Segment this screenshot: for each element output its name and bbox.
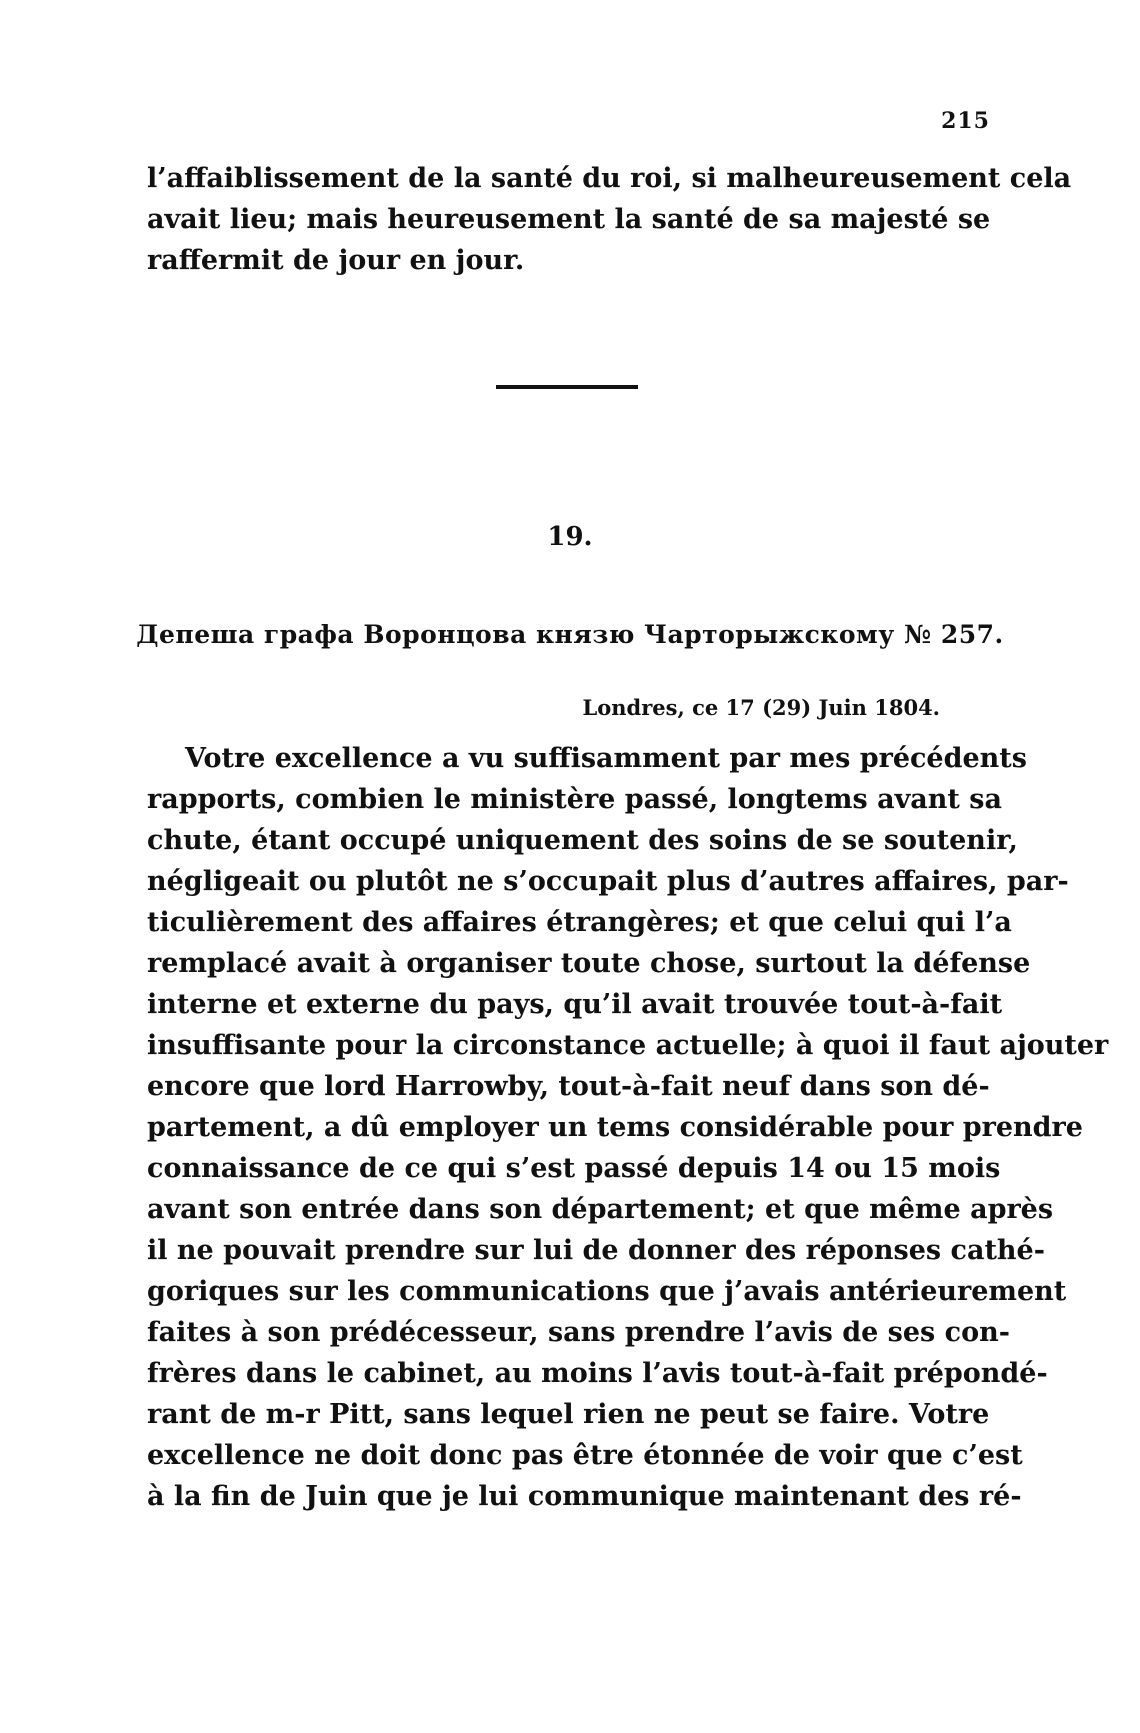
text-line: connaissance de ce qui s’est passé depuis 14 ou 15 mois bbox=[147, 1153, 1001, 1184]
text-line: l’affaiblissement de la santé du roi, si malheureusement cela bbox=[147, 163, 1072, 194]
text-line: négligeait ou plutôt ne s’occupait plus d’autres affaires, par- bbox=[147, 866, 1069, 897]
text-line: il ne pouvait prendre sur lui de donner des réponses cathé- bbox=[147, 1235, 1045, 1266]
text-line: rant de m-r Pitt, sans lequel rien ne peut se faire. Votre bbox=[147, 1399, 990, 1430]
text-line: partement, a dû employer un tems considérable pour prendre bbox=[147, 1112, 1083, 1143]
text-line: remplacé avait à organiser toute chose, surtout la défense bbox=[147, 948, 1031, 979]
text-line: avant son entrée dans son département; et que même après bbox=[147, 1194, 1054, 1225]
text-line: Votre excellence a vu suffisamment par mes précédents bbox=[185, 743, 1027, 774]
document-title: Депеша графа Воронцова князю Чарторыжскому № 257. bbox=[136, 620, 1004, 649]
text-line: encore que lord Harrowby, tout-à-fait neuf dans son dé- bbox=[147, 1071, 990, 1102]
text-line: avait lieu; mais heureusement la santé de sa majesté se bbox=[147, 204, 991, 235]
text-line: excellence ne doit donc pas être étonnée de voir que c’est bbox=[147, 1440, 1023, 1471]
text-line: raffermit de jour en jour. bbox=[147, 245, 525, 276]
text-line: insuffisante pour la circonstance actuelle; à quoi il faut ajouter bbox=[147, 1030, 1109, 1061]
text-line: rapports, combien le ministère passé, longtems avant sa bbox=[147, 784, 1002, 815]
text-line: chute, étant occupé uniquement des soins de se soutenir, bbox=[147, 825, 1018, 856]
date-line: Londres, ce 17 (29) Juin 1804. bbox=[582, 695, 940, 720]
text-line: interne et externe du pays, qu’il avait trouvée tout-à-fait bbox=[147, 989, 1003, 1020]
section-separator bbox=[496, 385, 638, 389]
page-number: 215 bbox=[941, 108, 990, 134]
text-line: goriques sur les communications que j’avais antérieurement bbox=[147, 1276, 1067, 1307]
text-line: frères dans le cabinet, au moins l’avis tout-à-fait prépondé- bbox=[147, 1358, 1048, 1389]
text-line: à la fin de Juin que je lui communique maintenant des ré- bbox=[147, 1481, 1022, 1512]
intro-paragraph bbox=[147, 158, 1072, 281]
document-number: 19. bbox=[547, 522, 593, 552]
text-line: ticulièrement des affaires étrangères; et que celui qui l’a bbox=[147, 907, 1012, 938]
letter-body bbox=[147, 738, 1109, 1517]
text-line: faites à son prédécesseur, sans prendre l’avis de ses con- bbox=[147, 1317, 1010, 1348]
